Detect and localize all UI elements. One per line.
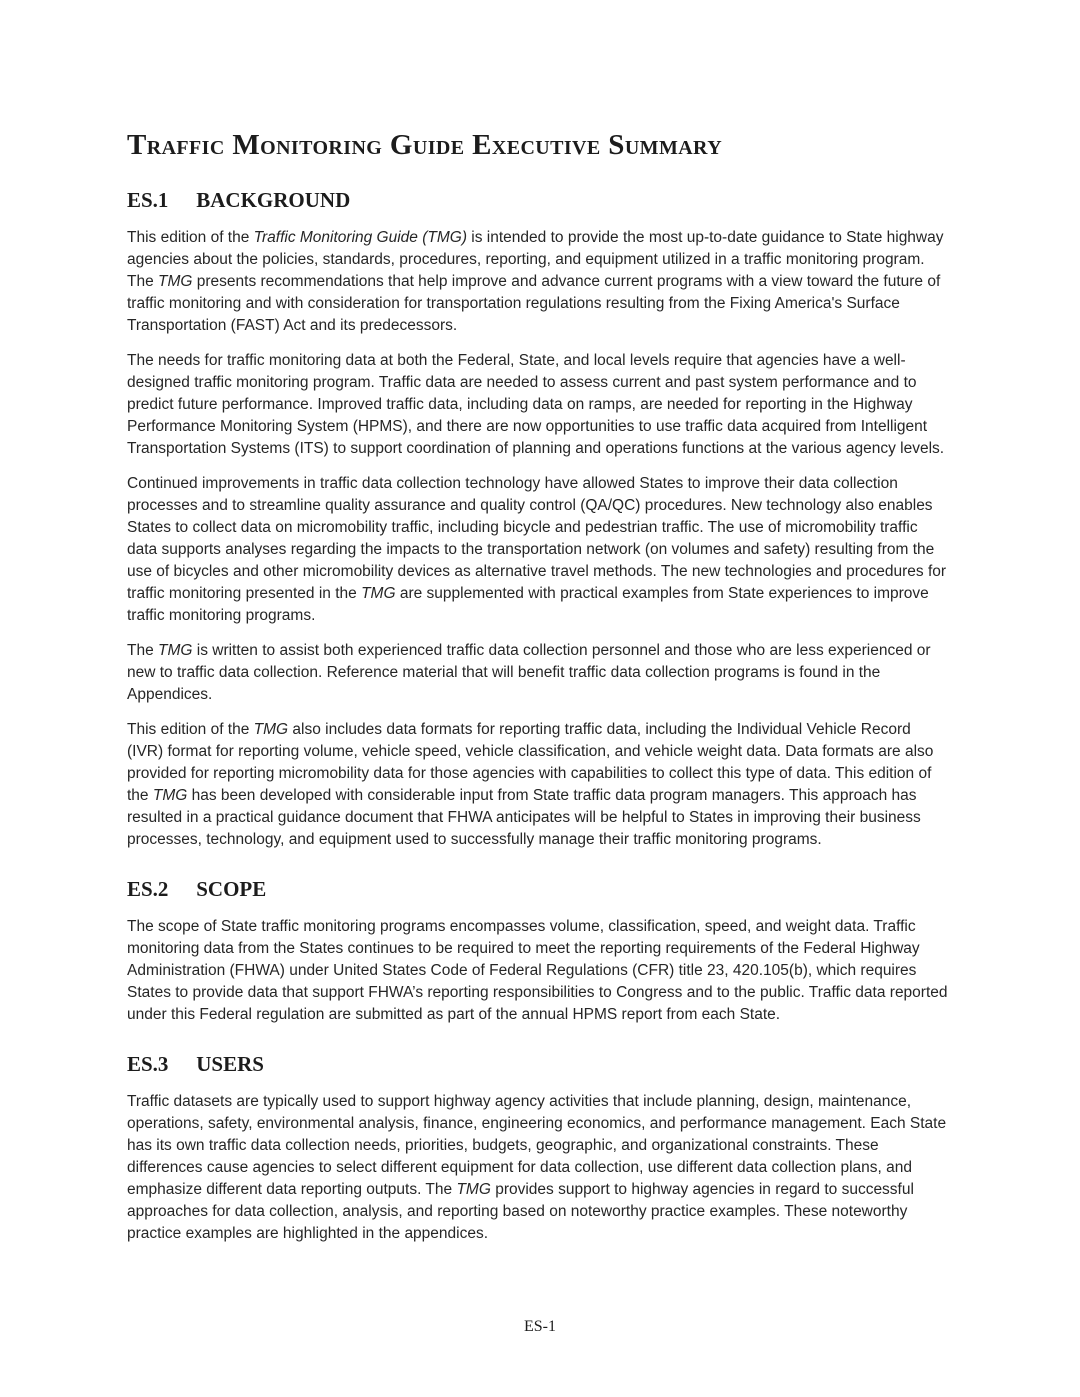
section-number: ES.3 — [127, 1052, 169, 1077]
section-title: BACKGROUND — [196, 187, 351, 212]
page-content — [127, 130, 951, 1258]
section-title: SCOPE — [196, 877, 267, 902]
paragraph: The needs for traffic monitoring data at both the Federal, State, and local levels require that agencies have a well-designed traffic monitoring program. Traffic data are needed to assess current and past system performance and to predict future performance. Improved traffic data, including data on ramps, are needed for reporting in the Highway Performance Monitoring System (HPMS), and there are now opportunities to use traffic data acquired from Intelligent Transportation Systems (ITS) to support coordination of planning and operations functions at the various agency levels. — [127, 352, 945, 458]
document-title: Traffic Monitoring Guide Executive Summary — [127, 129, 723, 161]
page-number: ES-1 — [524, 1318, 556, 1335]
paragraph: This edition of the TMG also includes data formats for reporting traffic data, including the Individual Vehicle Record (IVR) format for reporting volume, vehicle speed, vehicle classification, and vehicle weight data. Data formats are also provided for reporting micromobility data for those agencies with capabilities to collect this type of data. This edition of the TMG has been developed with considerable input from State traffic data program managers. This approach has resulted in a practical guidance document that FHWA anticipates will be helpful to States in improving their business processes, technology, and equipment used to successfully manage their traffic monitoring programs. — [127, 721, 934, 849]
section-number: ES.2 — [127, 877, 169, 902]
section-background-heading — [127, 188, 951, 212]
paragraph: Traffic datasets are typically used to support highway agency activities that include planning, design, maintenance, operations, safety, environmental analysis, finance, engineering economics, and performance management. Each State has its own traffic data collection needs, priorities, budgets, geographic, and organizational constraints. These differences cause agencies to select different equipment for data collection, use different data collection plans, and emphasize different data reporting outputs. The TMG provides support to highway agencies in regard to successful approaches for data collection, analysis, and reporting based on noteworthy practice examples. These noteworthy practice examples are highlighted in the appendices. — [127, 1093, 947, 1243]
section-users — [127, 1052, 951, 1245]
paragraph: Continued improvements in traffic data collection technology have allowed States to improve their data collection processes and to streamline quality assurance and quality control (QA/QC) procedures. New technology also enables States to collect data on micromobility traffic, including bicycle and pedestrian traffic. The use of micromobility traffic data supports analyses regarding the impacts to the transportation network (on volumes and safety) resulting from the use of bicycles and other micromobility devices as alternative travel methods. The new technologies and procedures for traffic monitoring presented in the TMG are supplemented with practical examples from State experiences to improve traffic monitoring programs. — [127, 475, 947, 625]
paragraph: This edition of the Traffic Monitoring Guide (TMG) is intended to provide the most up-to-date guidance to State highway agencies about the policies, standards, procedures, reporting, and equipment utilized in a traffic monitoring program. The TMG presents recommendations that help improve and advance current programs with a view toward the future of traffic monitoring and with consideration for transportation regulations resulting from the Fixing America's Surface Transportation (FAST) Act and its predecessors. — [127, 229, 944, 335]
section-scope — [127, 877, 951, 1026]
section-scope-heading — [127, 877, 951, 901]
section-users-heading — [127, 1052, 951, 1076]
section-background — [127, 188, 951, 851]
section-number: ES.1 — [127, 187, 169, 212]
section-title: USERS — [196, 1052, 264, 1077]
paragraph: The TMG is written to assist both experienced traffic data collection personnel and those who are less experienced or new to traffic data collection. Reference material that will benefit traffic data collection programs is found in the Appendices. — [127, 642, 931, 704]
paragraph: The scope of State traffic monitoring programs encompasses volume, classification, speed, and weight data. Traffic monitoring data from the States continues to be required to meet the reporting requirements of the Federal Highway Administration (FHWA) under United States Code of Federal Regulations (CFR) title 23, 420.105(b), which requires States to provide data that support FHWA’s reporting responsibilities to Congress and to the public. Traffic data reported under this Federal regulation are submitted as part of the annual HPMS report from each State. — [127, 918, 948, 1024]
